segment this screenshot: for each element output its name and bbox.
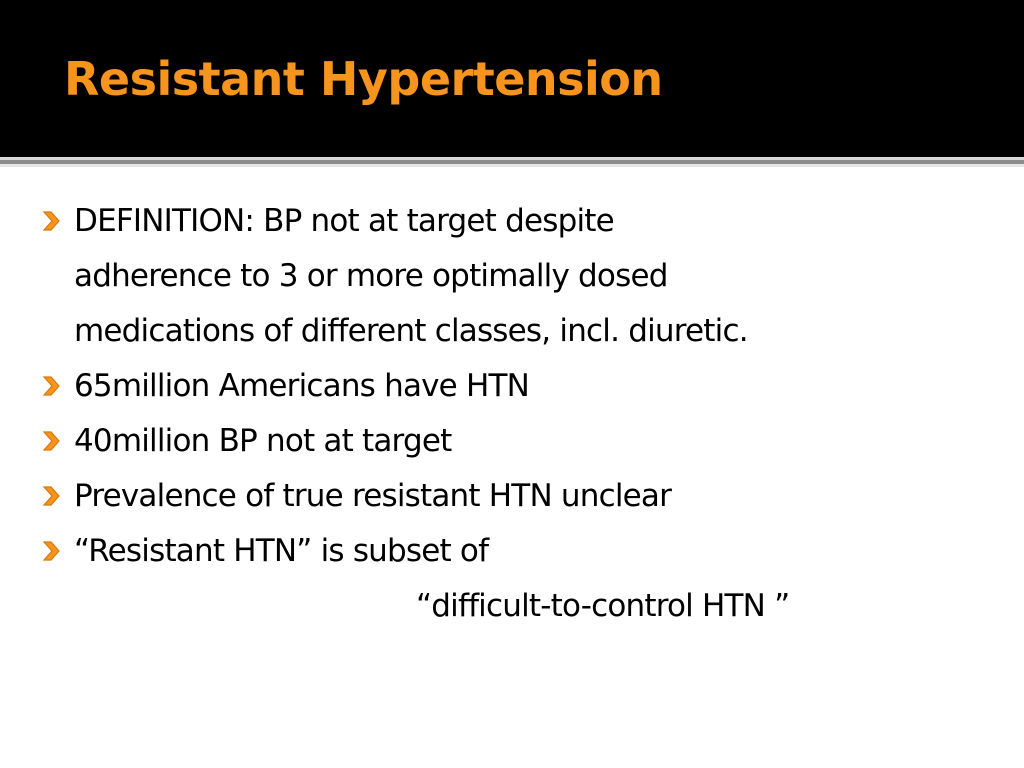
bullet-definition-line-1: DEFINITION: BP not at target despite — [74, 203, 614, 239]
bullet-subset-continuation: “difficult-to-control HTN ” — [416, 588, 790, 624]
bullet-resistant-subset — [40, 524, 1000, 634]
orange-chevron-arrow-icon — [40, 372, 64, 400]
bullet-prevalence — [40, 469, 1000, 524]
orange-chevron-arrow-icon — [40, 537, 64, 565]
bullet-americans-with-htn — [40, 359, 1000, 414]
bullet-definition — [40, 194, 1000, 359]
bullet-americans-text: 65million Americans have HTN — [74, 368, 530, 404]
bullet-target-text: 40million BP not at target — [74, 423, 452, 459]
bullet-bp-not-at-target — [40, 414, 1000, 469]
orange-chevron-arrow-icon — [40, 207, 64, 235]
title-divider-shadow — [0, 164, 1024, 167]
bullet-list — [40, 194, 1000, 634]
bullet-definition-line-2: adherence to 3 or more optimally dosed — [74, 258, 668, 294]
orange-chevron-arrow-icon — [40, 427, 64, 455]
bullet-prevalence-text: Prevalence of true resistant HTN unclear — [74, 478, 672, 514]
title-bar — [0, 0, 1024, 157]
bullet-definition-line-3: medications of different classes, incl. diuretic. — [74, 313, 748, 349]
bullet-subset-text: “Resistant HTN” is subset of — [74, 533, 489, 569]
slide-title: Resistant Hypertension — [64, 52, 663, 106]
orange-chevron-arrow-icon — [40, 482, 64, 510]
